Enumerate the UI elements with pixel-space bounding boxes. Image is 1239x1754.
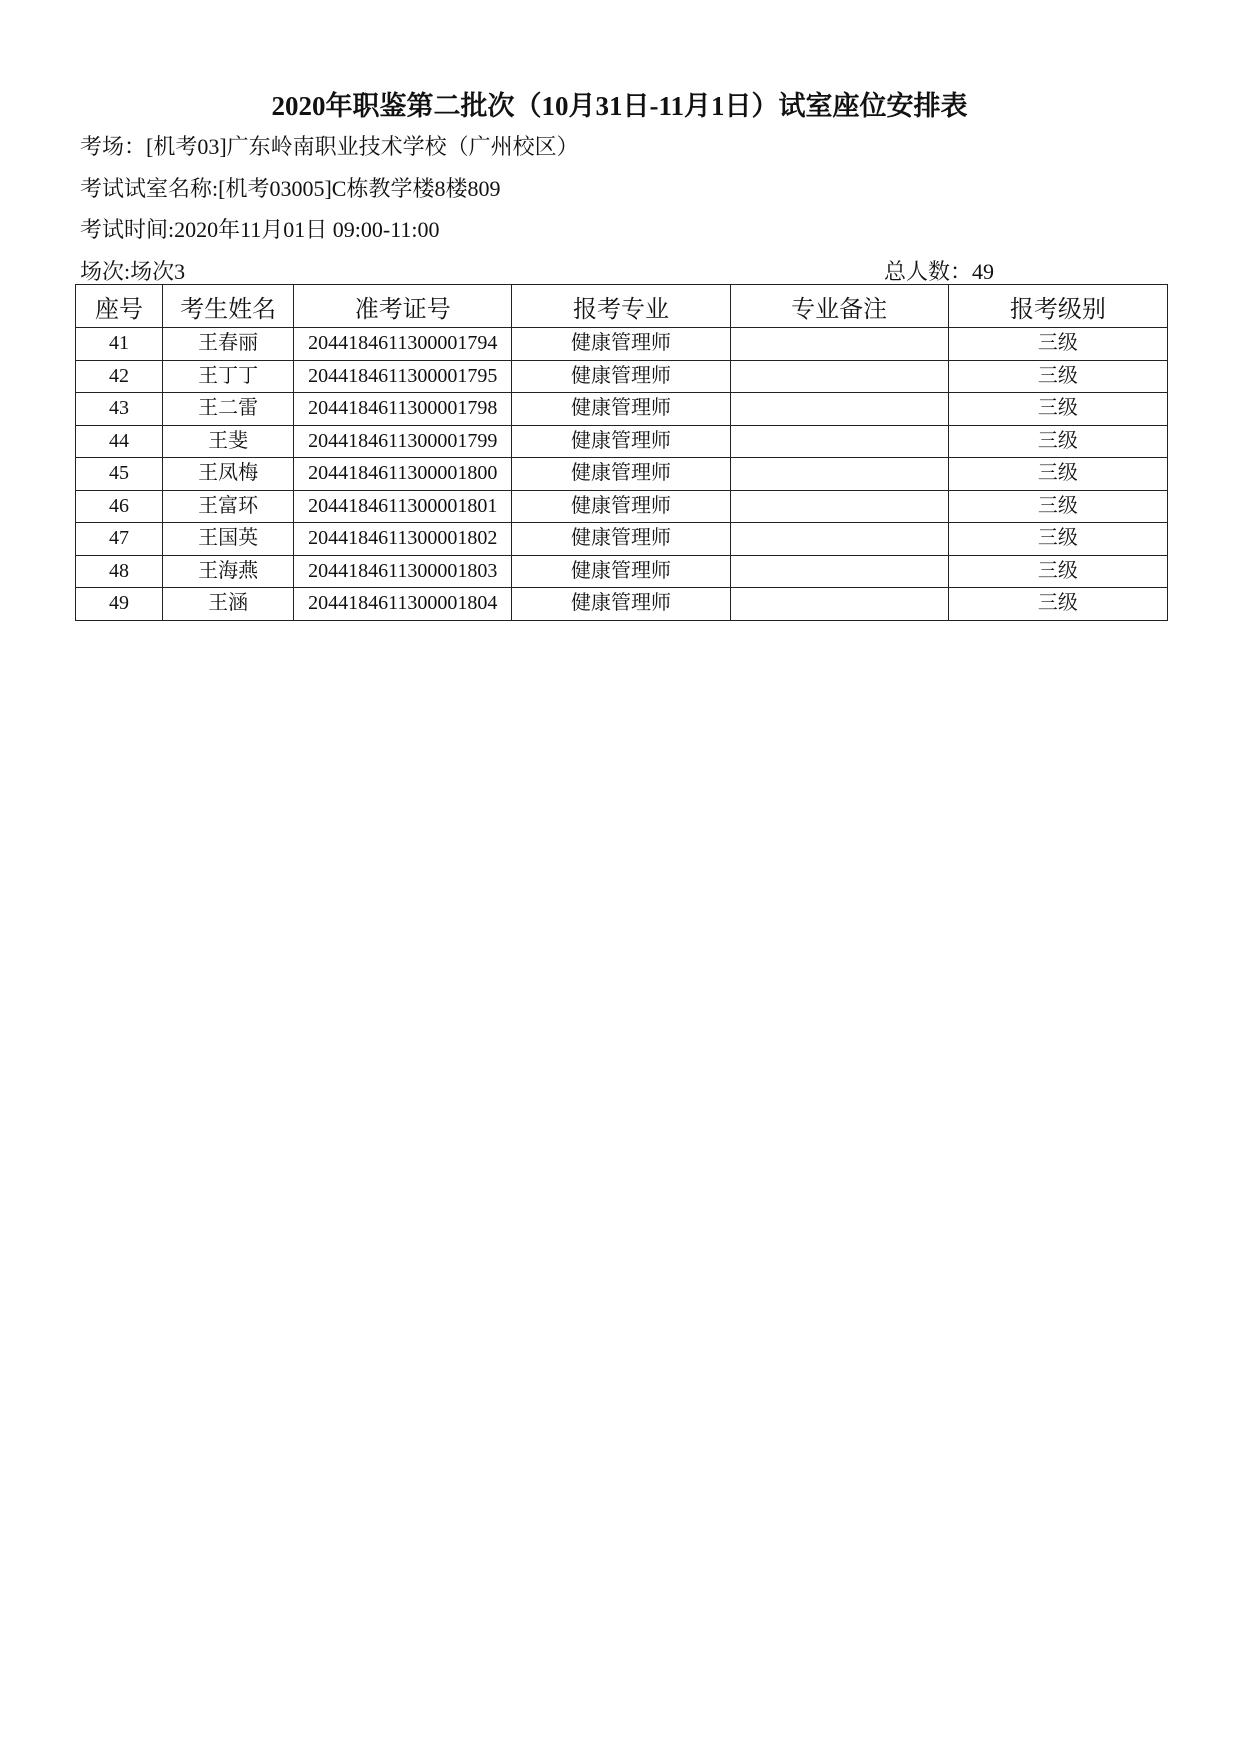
cell-name: 王二雷: [163, 393, 294, 426]
cell-level: 三级: [948, 458, 1167, 491]
cell-seat: 48: [76, 555, 163, 588]
cell-major: 健康管理师: [512, 360, 730, 393]
header-ticket: 准考证号: [294, 285, 512, 328]
cell-ticket: 2044184611300001794: [294, 328, 512, 361]
cell-level: 三级: [948, 588, 1167, 621]
cell-note: [730, 490, 948, 523]
cell-seat: 43: [76, 393, 163, 426]
cell-note: [730, 458, 948, 491]
header-major: 报考专业: [512, 285, 730, 328]
cell-ticket: 2044184611300001799: [294, 425, 512, 458]
table-row: [76, 523, 1168, 556]
cell-seat: 45: [76, 458, 163, 491]
table-header-row: [76, 285, 1168, 328]
cell-seat: 46: [76, 490, 163, 523]
page-title: 2020年职鉴第二批次（10月31日-11月1日）试室座位安排表: [271, 91, 968, 121]
table-row: [76, 458, 1168, 491]
table-row: [76, 425, 1168, 458]
cell-name: 王涵: [163, 588, 294, 621]
cell-seat: 44: [76, 425, 163, 458]
cell-note: [730, 393, 948, 426]
cell-level: 三级: [948, 393, 1167, 426]
cell-major: 健康管理师: [512, 588, 730, 621]
cell-major: 健康管理师: [512, 458, 730, 491]
cell-seat: 41: [76, 328, 163, 361]
header-level: 报考级别: [948, 285, 1167, 328]
cell-seat: 47: [76, 523, 163, 556]
cell-note: [730, 328, 948, 361]
table-row: [76, 328, 1168, 361]
cell-seat: 49: [76, 588, 163, 621]
cell-level: 三级: [948, 328, 1167, 361]
cell-level: 三级: [948, 425, 1167, 458]
header-note: 专业备注: [730, 285, 948, 328]
cell-ticket: 2044184611300001802: [294, 523, 512, 556]
exam-site-line: 考场：[机考03]广东岭南职业技术学校（广州校区）: [80, 134, 579, 159]
cell-major: 健康管理师: [512, 328, 730, 361]
session-line: 场次:场次3: [80, 259, 186, 284]
cell-ticket: 2044184611300001801: [294, 490, 512, 523]
cell-note: [730, 360, 948, 393]
cell-ticket: 2044184611300001803: [294, 555, 512, 588]
exam-time-line: 考试时间:2020年11月01日 09:00-11:00: [80, 217, 440, 242]
cell-major: 健康管理师: [512, 425, 730, 458]
cell-level: 三级: [948, 523, 1167, 556]
cell-level: 三级: [948, 360, 1167, 393]
seating-table: [75, 284, 1168, 621]
table-row: [76, 393, 1168, 426]
cell-major: 健康管理师: [512, 393, 730, 426]
cell-level: 三级: [948, 555, 1167, 588]
cell-name: 王凤梅: [163, 458, 294, 491]
cell-note: [730, 555, 948, 588]
cell-name: 王丁丁: [163, 360, 294, 393]
cell-ticket: 2044184611300001804: [294, 588, 512, 621]
cell-note: [730, 523, 948, 556]
cell-name: 王海燕: [163, 555, 294, 588]
cell-major: 健康管理师: [512, 523, 730, 556]
cell-ticket: 2044184611300001800: [294, 458, 512, 491]
cell-level: 三级: [948, 490, 1167, 523]
table-row: [76, 555, 1168, 588]
table-row: [76, 490, 1168, 523]
cell-name: 王春丽: [163, 328, 294, 361]
table-row: [76, 360, 1168, 393]
total-count: 总人数：49: [884, 259, 995, 284]
cell-name: 王富环: [163, 490, 294, 523]
cell-note: [730, 588, 948, 621]
header-seat: 座号: [76, 285, 163, 328]
cell-name: 王国英: [163, 523, 294, 556]
cell-ticket: 2044184611300001798: [294, 393, 512, 426]
cell-major: 健康管理师: [512, 555, 730, 588]
cell-major: 健康管理师: [512, 490, 730, 523]
cell-name: 王斐: [163, 425, 294, 458]
cell-ticket: 2044184611300001795: [294, 360, 512, 393]
cell-seat: 42: [76, 360, 163, 393]
room-name-line: 考试试室名称:[机考03005]C栋教学楼8楼809: [80, 176, 501, 201]
cell-note: [730, 425, 948, 458]
header-name: 考生姓名: [163, 285, 294, 328]
table-row: [76, 588, 1168, 621]
